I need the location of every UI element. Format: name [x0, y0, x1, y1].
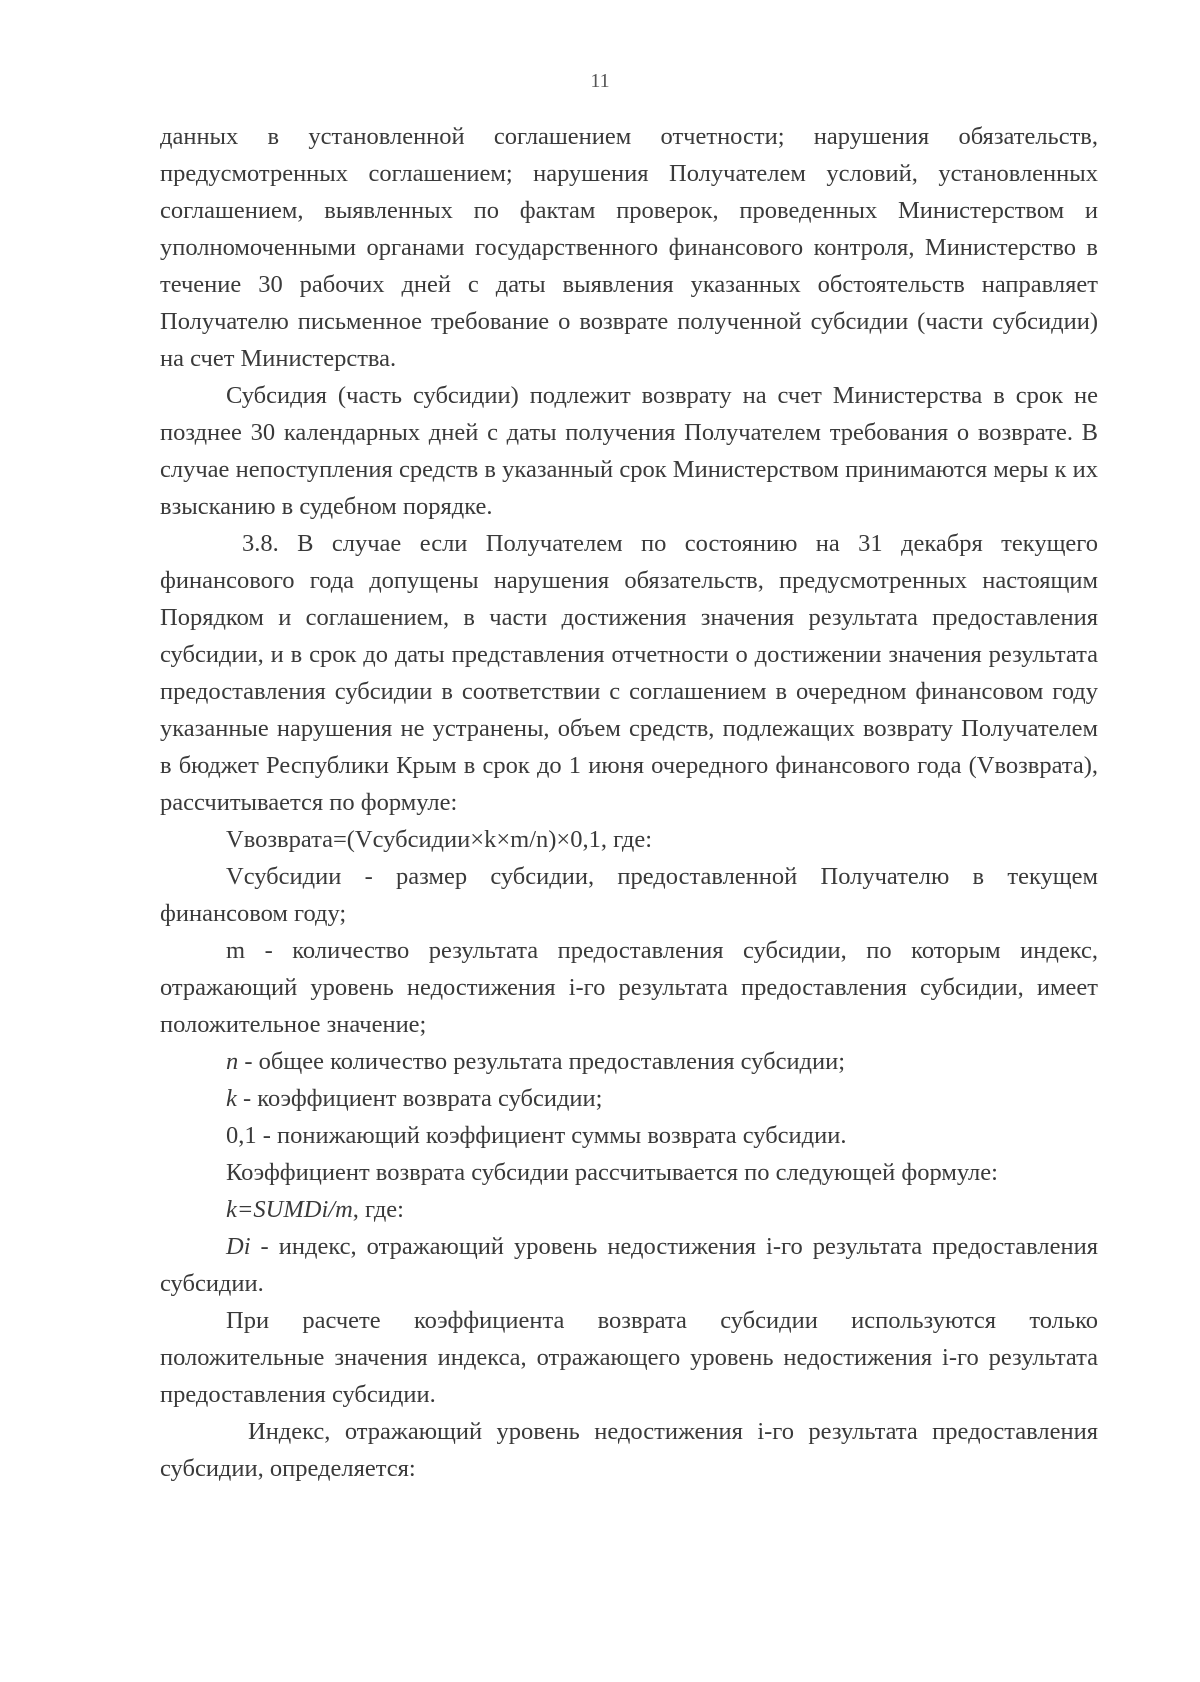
definition-k-text: - коэффициент возврата субсидии; [236, 1085, 603, 1112]
definition-n-text: - общее количество результата предоставления субсидии; [238, 1048, 846, 1075]
formula-v-return: Vвозврата=(Vсубсидии×k×m/n)×0,1, где: [226, 826, 653, 853]
paragraph-positive-values: При расчете коэффициента возврата субсидии используются только положительные значения индекса, отражающего уровень недостижения i-го результата предоставления субсидии. [160, 1307, 1098, 1408]
definition-m: m - количество результата предоставления субсидии, по которым индекс, отражающий уровень недостижения i-го результата предоставления субсидии, имеет положительное значение; [160, 937, 1098, 1038]
definition-di [160, 1228, 1098, 1302]
paragraph-violations: данных в установленной соглашением отчетности; нарушения обязательств, предусмотренных соглашением; нарушения Получателем условий, установленных соглашением, выявленных по фактам проверок, проведенных Министерством и уполномоченными органами государственного финансового контроля, Министерство в течение 30 рабочих дней с даты выявления указанных обстоятельств направляет Получателю письменное требование о возврате полученной субсидии (части субсидии) на счет Министерства. [160, 123, 1098, 372]
definition-v-subsidy: Vсубсидии - размер субсидии, предоставленной Получателю в текущем финансовом году; [160, 863, 1098, 927]
page-number: 11 [590, 70, 610, 92]
definition-n [160, 1043, 1098, 1080]
definition-di-text: - индекс, отражающий уровень недостижения i-го результата предоставления субсидии. [160, 1233, 1098, 1297]
variable-k: k [226, 1085, 237, 1112]
variable-n: n [226, 1048, 239, 1075]
variable-di: Di [226, 1233, 251, 1260]
formula-k-text: , где: [352, 1196, 404, 1223]
formula-k-expression: k=SUMDi/m [226, 1196, 353, 1223]
paragraph-3-8: 3.8. В случае если Получателем по состоянию на 31 декабря текущего финансового года допущены нарушения обязательств, предусмотренных настоящим Порядком и соглашением, в части достижения значения результата предоставления субсидии, и в срок до даты представления отчетности о достижении значения результата предоставления субсидии в соответствии с соглашением в очередном финансовом году указанные нарушения не устранены, объем средств, подлежащих возврату Получателем в бюджет Республики Крым в срок до 1 июня очередного финансового года (Vвозврата), рассчитывается по формуле: [160, 530, 1098, 816]
paragraph-index-definition: Индекс, отражающий уровень недостижения i-го результата предоставления субсидии, определяется: [160, 1418, 1098, 1482]
paragraph-return-term: Субсидия (часть субсидии) подлежит возврату на счет Министерства в срок не позднее 30 календарных дней с даты получения Получателем требования о возврате. В случае непоступления средств в указанный срок Министерством принимаются меры к их взысканию в судебном порядке. [160, 382, 1098, 520]
formula-k [160, 1191, 1098, 1228]
definition-reducing-coefficient: 0,1 - понижающий коэффициент суммы возврата субсидии. [226, 1122, 847, 1149]
document-body [160, 118, 1098, 1487]
definition-k [160, 1080, 1098, 1117]
paragraph-coefficient-formula: Коэффициент возврата субсидии рассчитывается по следующей формуле: [226, 1159, 998, 1186]
